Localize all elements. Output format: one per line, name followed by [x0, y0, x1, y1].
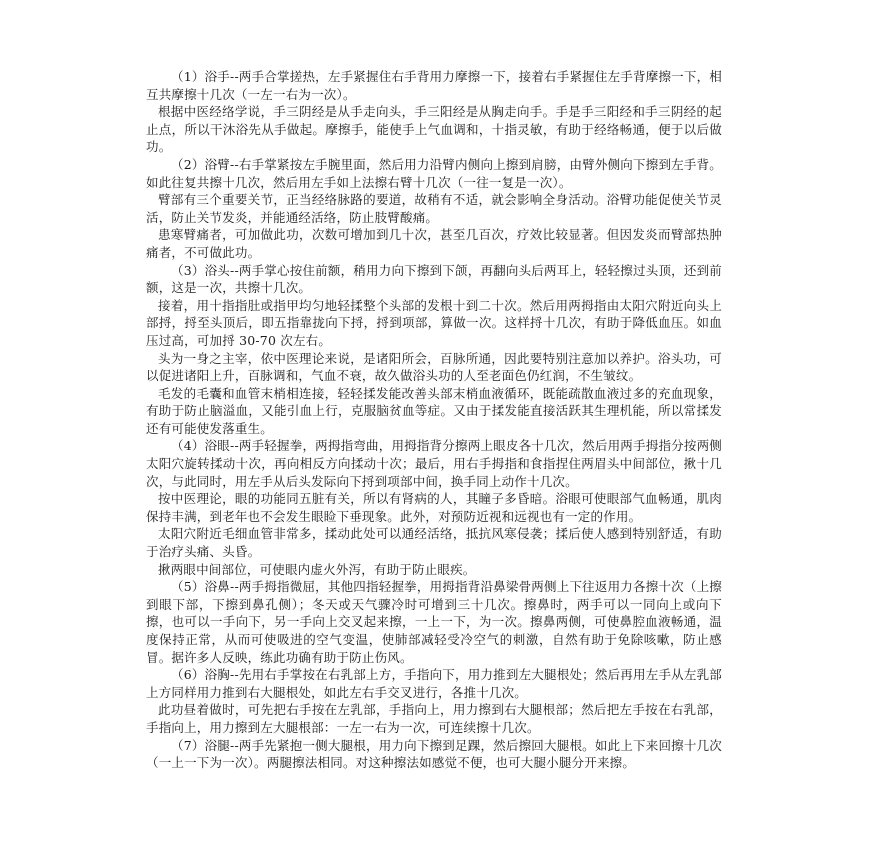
paragraph-hair-follicles: 毛发的毛囊和血管末梢相连接，轻轻揉发能改善头部末梢血液循环，既能疏散血液过多的充血现象，有助于防止脑溢血，又能引血上行，克服脑贫血等症。又由于揉发能直接活跃其生理机能，所以常揉发还有可能使发落重生。 [146, 385, 722, 436]
paragraph-chest-alt: 此功昼着做时，可先把右手按在左乳部，手指向上，用力擦到右大腿根部；然后把左手按在右乳部，手指向上，用力擦到左大腿根部：一左一右为一次，可连续擦十几次。 [146, 702, 722, 735]
paragraph-wash-chest: （6）浴胸--先用右手掌按在右乳部上方，手指向下，用力推到左大腿根处；然后再用左手从左乳部上方同样用力推到右大腿根处，如此左右手交叉进行，各推十几次。 [146, 667, 722, 700]
paragraph-eyes-theory: 按中医理论，眼的功能同五脏有关，所以有肾病的人，其瞳子多昏暗。浴眼可使眼部气血畅通，肌肉保持丰满，到老年也不会发生眼睑下垂现象。此外，对预防近视和远视也有一定的作用。 [146, 491, 722, 524]
paragraph-arms-joints: 臂部有三个重要关节，正当经络脉路的要道，故稍有不适，就会影响全身活动。浴臂功能促使关节灵活，防止关节发炎，并能通经活络，防止肢臂酸痛。 [146, 192, 722, 225]
paragraph-between-eyes: 揪两眼中间部位，可使眼内虚火外泻，有助于防止眼疾。 [158, 561, 476, 577]
paragraph-wash-head: （3）浴头--两手掌心按住前额，稍用力向下擦到下颌，再翻向头后两耳上，轻轻擦过头顶，还到前额，这是一次，共擦十几次。 [146, 262, 722, 296]
paragraph-wash-eyes: （4）浴眼--两手轻握拳，两拇指弯曲，用拇指背分擦两上眼皮各十几次，然后用两手拇指分按两侧太阳穴旋转揉动十次，再向相反方向揉动十次；最后，用右手拇指和食指捏住两眉头中间部位，揪十几次，与此同时，用左手从后头发际向下捋到项部中间，换手同上动作十几次。 [146, 438, 722, 489]
paragraph-wash-hands: （1）浴手--两手合掌搓热，左手紧握住右手背用力摩擦一下，接着右手紧握住左手背摩擦一下，相互共摩擦十几次（一左一右为一次）。 [146, 69, 722, 102]
paragraph-head-hair-roots: 接着，用十指指肚或指甲均匀地轻揉整个头部的发根十到二十次。然后用两拇指由太阳穴附近向头上部捋，捋至头顶后，即五指靠拢向下捋，捋到项部，算做一次。这样捋十几次，有助于降低血压。如血压过高，可加捋 30-70 次左右。 [146, 297, 722, 348]
document-page [146, 68, 722, 772]
paragraph-arms-pain: 患寒臂痛者，可加做此功，次数可增加到几十次，甚至几百次，疗效比较显著。但因发炎而臂部热肿痛者，不可做此功。 [146, 227, 722, 260]
paragraph-wash-arms: （2）浴臂--右手掌紧按左手腕里面，然后用力沿臂内侧向上擦到肩膀，由臂外侧向下擦到左手背。如此往复共擦十几次，然后用左手如上法擦右臂十几次（一往一复是一次）。 [146, 156, 722, 190]
paragraph-wash-nose: （5）浴鼻--两手拇指微屈，其他四指轻握拳，用拇指背沿鼻梁骨两侧上下往返用力各擦十次（上擦到眼下部，下擦到鼻孔侧）；冬天或天气骤冷时可增到三十几次。擦鼻时，两手可以一同向上或向下擦，也可以一手向下，另一手向上交叉起来擦，一上一下，为一次。擦鼻两侧，可使鼻腔血液畅通，温度保持正常，从而可使吸进的空气变温，使肺部减轻受冷空气的刺激，自然有助于免除咳嗽，防止感冒。据许多人反映，练此功确有助于防止伤风。 [146, 579, 722, 665]
paragraph-temples: 太阳穴附近毛细血管非常多，揉动此处可以通经活络，抵抗风寒侵袭；揉后使人感到特别舒适，有助于治疗头痛、头昏。 [146, 526, 722, 560]
paragraph-wash-legs: （7）浴腿--两手先紧抱一侧大腿根，用力向下擦到足踝，然后擦回大腿根。如此上下来回擦十几次（一上一下为一次）。两腿擦法相同。对这种擦法如感觉不便，也可大腿小腿分开来擦。 [146, 737, 722, 771]
paragraph-head-theory: 头为一身之主宰，依中医理论来说，是诸阳所会，百脉所通，因此要特别注意加以养护。浴头功，可以促进诸阳上升，百脉调和，气血不衰，故久做浴头功的人至老面色仍红润，不生皱纹。 [146, 350, 722, 384]
paragraph-hands-theory: 根据中医经络学说，手三阴经是从手走向头，手三阳经是从胸走向手。手是手三阳经和手三阴经的起止点，所以干沐浴先从手做起。摩擦手，能使手上气血调和，十指灵敏，有助于经络畅通，便于以后做功。 [146, 104, 722, 155]
